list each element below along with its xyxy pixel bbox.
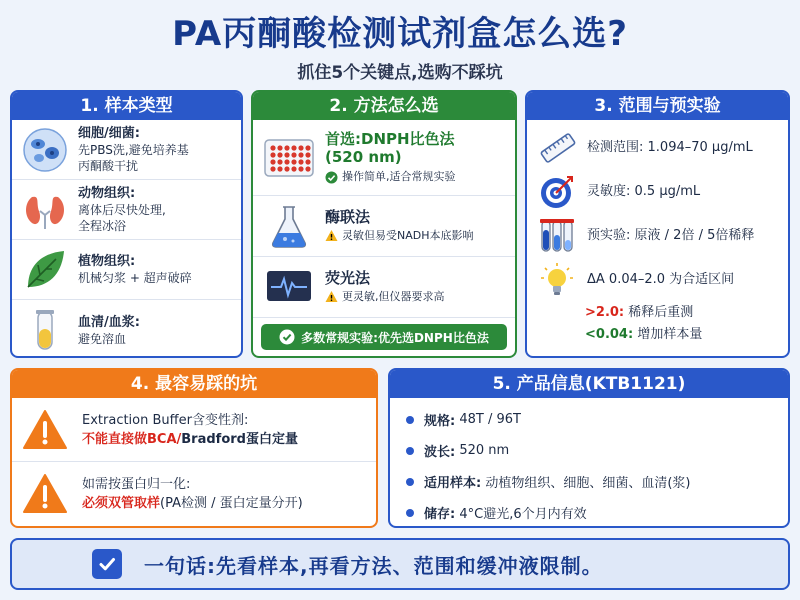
range-high	[527, 302, 788, 324]
sample-item-cells	[12, 120, 241, 180]
sample-name: 细胞/细菌:	[78, 126, 140, 141]
detect-value: 1.094–70 μg/mL	[647, 140, 753, 155]
bullet-dot	[406, 416, 414, 424]
pitfall-1-highlight: 不能直接做BCA/	[82, 431, 182, 447]
sample-type-heading: 1. 样本类型	[12, 92, 241, 120]
cells-icon	[20, 125, 70, 175]
low-text: 增加样本量	[637, 327, 703, 342]
pitfall-2-highlight: 必须双管取样	[82, 496, 161, 511]
delta-text: ΔA 0.04–2.0 为合适区间	[587, 272, 735, 287]
sample-desc: 全程冰浴	[78, 219, 127, 233]
check-circle-icon	[279, 329, 295, 345]
product-label: 规格:	[424, 414, 456, 429]
product-item	[406, 435, 772, 466]
test-tube-icon	[20, 305, 70, 355]
range-sensitivity	[527, 170, 788, 214]
method-first-wavelength: (520 nm)	[325, 148, 402, 166]
ruler-icon	[535, 130, 579, 166]
method-enzyme-note: 灵敏但易受NADH本底影响	[342, 228, 474, 242]
product-heading: 5. 产品信息(KTB1121)	[390, 370, 788, 398]
method-enzyme	[253, 196, 515, 257]
detect-label: 检测范围:	[587, 140, 644, 155]
sample-name: 血清/血浆:	[78, 314, 140, 330]
pitfall-1-rest: Bradford蛋白定量	[181, 431, 298, 447]
warning-icon	[20, 406, 70, 454]
bullet-dot	[406, 509, 414, 517]
microplate-icon	[261, 133, 317, 183]
monitor-waveform-icon	[261, 262, 317, 312]
bullet-dot	[406, 478, 414, 486]
method-fluor-note: 更灵敏,但仪器要求高	[342, 289, 445, 303]
warning-icon	[325, 229, 338, 242]
product-value: 48T / 96T	[459, 412, 521, 427]
sample-name: 动物组织:	[78, 186, 136, 201]
sample-desc: 丙酮酸干扰	[78, 159, 139, 173]
summary-banner	[10, 538, 790, 590]
summary-text: 一句话:先看样本,再看方法、范围和缓冲液限制。	[144, 553, 603, 578]
method-first-note: 操作简单,适合常规实验	[342, 170, 456, 183]
product-value: 4°C避光,6个月内有效	[459, 507, 587, 522]
method-card	[251, 90, 517, 358]
sample-item-serum	[12, 300, 241, 358]
pitfall-2-rest: (PA检测 / 蛋白定量分开)	[160, 496, 303, 511]
product-value: 动植物组织、细胞、细菌、血清(浆)	[485, 476, 691, 491]
pitfall-2-text: 如需按蛋白归一化:	[82, 477, 191, 492]
product-item	[406, 497, 772, 528]
sample-item-plant	[12, 240, 241, 300]
method-dnph	[253, 120, 515, 196]
product-item	[406, 466, 772, 497]
high-text: 稀释后重测	[628, 305, 694, 320]
pre-value: 原液 / 2倍 / 5倍稀释	[634, 228, 755, 243]
method-recommendation	[261, 324, 507, 350]
sample-desc: 机械匀浆 + 超声破碎	[78, 271, 192, 285]
product-label: 适用样本:	[424, 476, 482, 491]
sample-type-card	[10, 90, 243, 358]
pitfall-item-2	[12, 462, 376, 526]
range-heading: 3. 范围与预实验	[527, 92, 788, 120]
range-delta	[527, 258, 788, 302]
product-item	[406, 404, 772, 435]
bullet-dot	[406, 447, 414, 455]
page-subtitle: 抓住5个关键点,选购不踩坑	[297, 63, 503, 83]
pre-label: 预实验:	[587, 228, 631, 243]
test-tubes-icon	[535, 218, 579, 254]
pitfalls-card	[10, 368, 378, 528]
low-label: <0.04:	[585, 327, 634, 342]
warning-icon	[325, 290, 338, 303]
sample-desc: 避免溶血	[78, 331, 127, 346]
high-label: >2.0:	[585, 305, 625, 320]
method-fluor-name: 荧光法	[325, 268, 371, 287]
range-pre-experiment	[527, 214, 788, 258]
product-label: 储存:	[424, 507, 456, 522]
range-detection	[527, 126, 788, 170]
range-card	[525, 90, 790, 358]
flask-icon	[261, 201, 317, 251]
sens-label: 灵敏度:	[587, 184, 631, 199]
pitfalls-heading: 4. 最容易踩的坑	[12, 370, 376, 398]
method-recommendation-text: 多数常规实验:优先选DNPH比色法	[301, 330, 489, 345]
lightbulb-icon	[535, 262, 579, 298]
product-card	[388, 368, 790, 528]
method-fluorescence	[253, 257, 515, 318]
pitfall-item-1	[12, 398, 376, 462]
page-title: PA丙酮酸检测试剂盒怎么选?	[172, 14, 628, 54]
leaf-icon	[20, 245, 70, 295]
method-first-title: 首选:DNPH比色法	[325, 130, 455, 148]
sample-item-animal	[12, 180, 241, 240]
warning-icon	[20, 470, 70, 518]
product-value: 520 nm	[459, 443, 510, 458]
sens-value: 0.5 μg/mL	[634, 184, 701, 199]
checkbox-icon	[92, 549, 122, 579]
range-low	[527, 324, 788, 346]
sample-name: 植物组织:	[78, 254, 136, 269]
method-heading: 2. 方法怎么选	[253, 92, 515, 120]
check-circle-icon	[325, 171, 338, 184]
pitfall-1-text: Extraction Buffer含变性剂:	[82, 412, 249, 428]
product-label: 波长:	[424, 445, 456, 460]
sample-desc: 先PBS洗,避免培养基	[78, 143, 189, 157]
method-enzyme-name: 酶联法	[325, 207, 371, 226]
kidney-icon	[20, 185, 70, 235]
sample-desc: 离体后尽快处理,	[78, 203, 166, 217]
target-icon	[535, 174, 579, 210]
